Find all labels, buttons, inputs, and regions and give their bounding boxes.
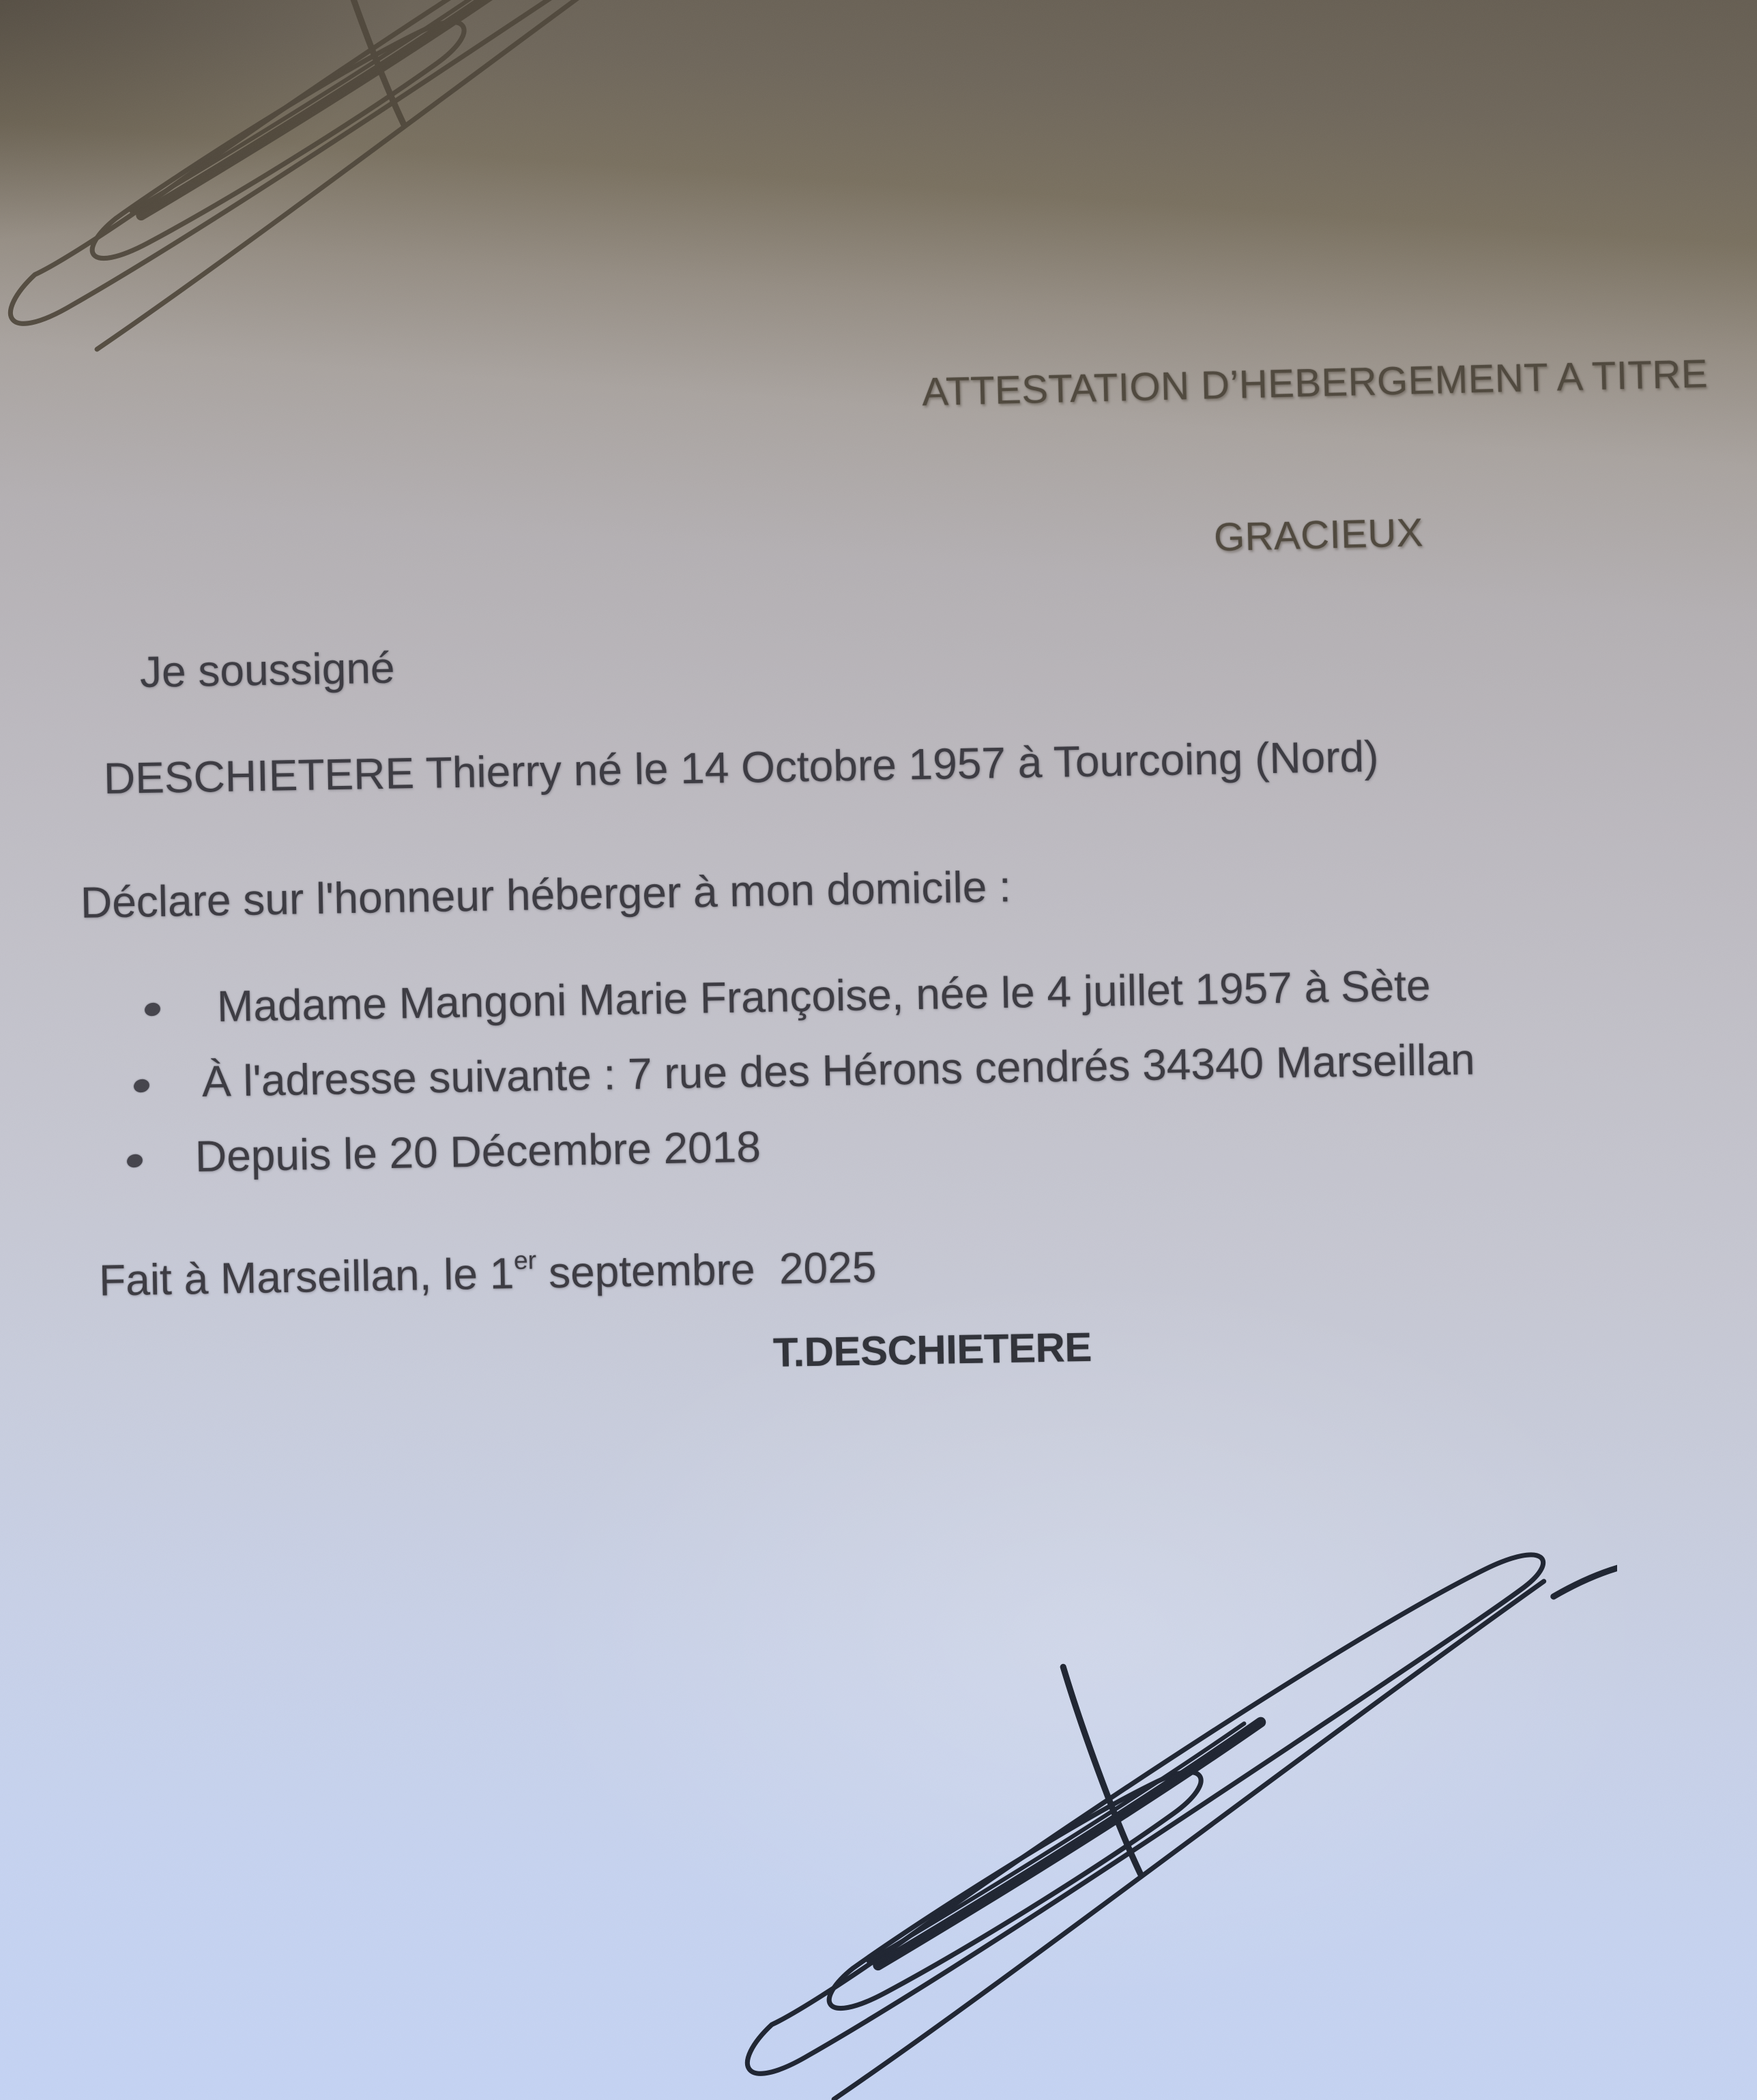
- declaration-line: Déclare sur l'honneur héberger à mon domicile :: [80, 862, 1012, 927]
- date-place-line: [49, 1189, 877, 1357]
- bullet-dot: [126, 1153, 144, 1169]
- signatory-name: T.DESCHIETERE: [772, 1324, 1092, 1375]
- document-title: [869, 246, 1757, 672]
- bullet-dot: [132, 1078, 151, 1094]
- intro-line: Je soussigné: [139, 643, 396, 697]
- bullet-item-address: À l'adresse suivante : 7 rue des Hérons cendrés 34340 Marseillan: [201, 1034, 1476, 1106]
- document-title-line1: ATTESTATION D’HEBERGEMENT A TITRE: [921, 351, 1709, 415]
- document-title-line2: GRACIEUX: [1213, 510, 1424, 560]
- bullet-dot: [143, 1002, 162, 1018]
- date-place-suffix: septembre 2025: [536, 1242, 877, 1298]
- handwritten-signature-top-icon: [0, 0, 880, 355]
- date-ordinal-superscript: er: [513, 1245, 537, 1275]
- handwritten-signature-bottom-icon: [716, 1538, 1617, 2100]
- declarant-line: DESCHIETERE Thierry né le 14 Octobre 1957 à Tourcoing (Nord): [103, 731, 1380, 803]
- bullet-item-hosted-person: Madame Mangoni Marie Françoise, née le 4 juillet 1957 à Sète: [216, 960, 1432, 1031]
- date-place-prefix: Fait à Marseillan, le 1: [98, 1249, 514, 1305]
- bullet-item-since-date: Depuis le 20 Décembre 2018: [194, 1122, 761, 1181]
